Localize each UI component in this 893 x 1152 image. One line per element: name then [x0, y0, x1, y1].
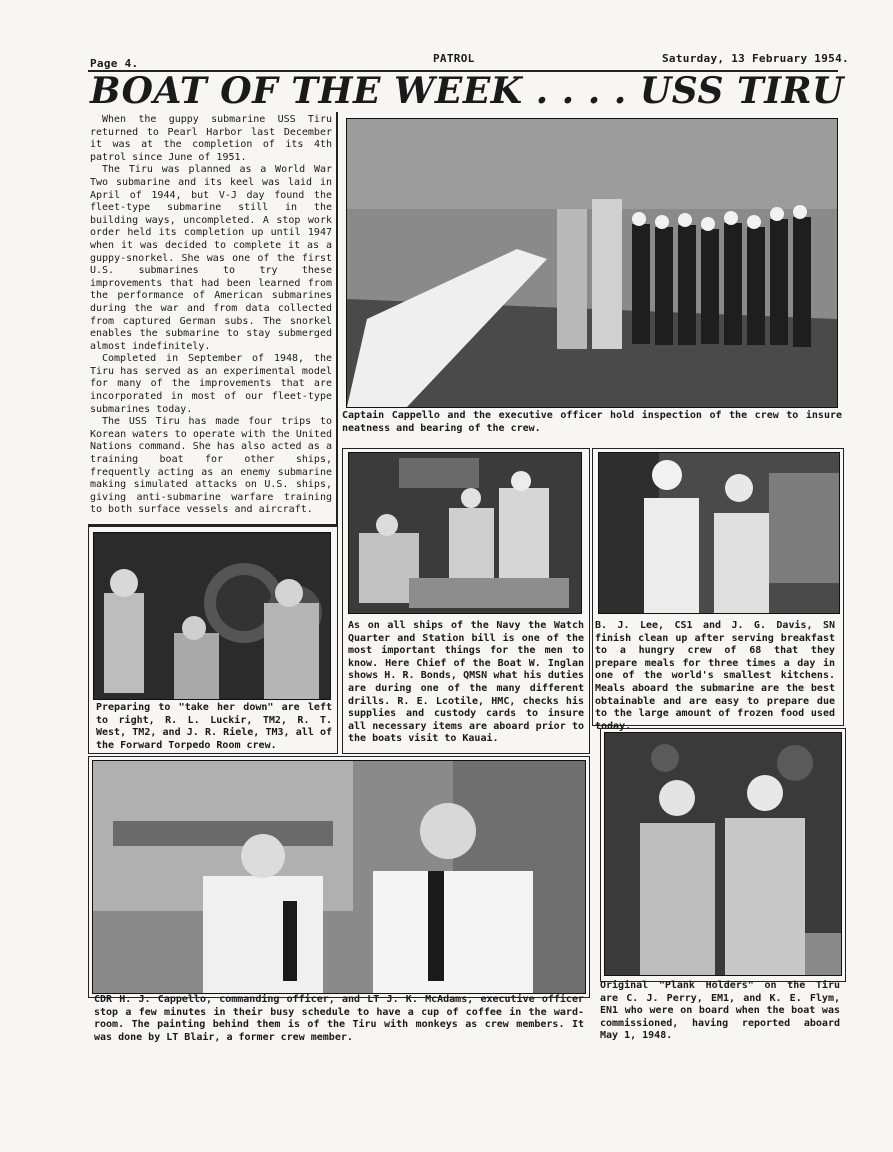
- article-paragraph: The USS Tiru has made four trips to Korean waters to operate with the United Nations command. She has also acted as a training boat for other ships, frequently acting as an enemy submarine making simulated attacks on U.S. ships, giving anti-submarine warfare training to both surface vessels and aircraft.: [90, 416, 332, 516]
- watch-caption: As on all ships of the Navy the Watch Quarter and Station bill is one of the most important things for the men to know. Here Chief of the Boat W. Inglan shows H. R. Bonds, QMSN what his duties are during one of the many different drills. R. E. Lcotile, HMC, checks his supplies and custody cards to insure all necessary items are aboard prior to the boats visit to Kauai.: [348, 620, 584, 745]
- article-paragraph: Completed in September of 1948, the Tiru has served as an experimental model for many of the improvements that are incorporated in most of our fleet-type submarines today.: [90, 353, 332, 415]
- article-paragraph: When the guppy submarine USS Tiru returned to Pearl Harbor last December it was at the completion of its 4th patrol since June of 1951.: [90, 114, 332, 163]
- newspaper-title: PATROL: [433, 52, 475, 65]
- inspection-caption: Captain Cappello and the executive officer hold inspection of the crew to insure neatness and bearing of the crew.: [342, 410, 842, 434]
- torpedo-room-photo: [93, 532, 331, 700]
- column-divider: [336, 112, 338, 524]
- kitchen-photo: [598, 452, 840, 614]
- coffee-caption: CDR H. J. Cappello, commanding officer, and LT J. K. McAdams, executive officer stop a few minutes in their busy schedule to have a cup of coffee in the ward-room. The painting behind them is of the Tiru with monkeys as crew members. It was done by LT Blair, a former crew member.: [94, 994, 584, 1043]
- plank-holders-photo: [604, 732, 842, 976]
- inspection-photo: [346, 118, 838, 408]
- wardroom-coffee-photo: [92, 760, 586, 994]
- article-paragraph: The Tiru was planned as a World War Two submarine and its keel was laid in April of 1944, but V-J day found the fleet-type submarine still in the building ways, uncompleted. A stop work order held its completion up until 1947 when it was decided to complete it as a guppy-snorkel. She was one of the first U.S. submarines to try these improvements that had been learned from the performance of American submarines during the war and from data collected from captured German subs. The snorkel enables the submarine to stay submerged almost indefinitely.: [90, 164, 332, 352]
- page-number: Page 4.: [90, 57, 139, 70]
- watch-bill-photo: [348, 452, 582, 614]
- headline: BOAT OF THE WEEK . . . . USS TIRU: [90, 70, 844, 112]
- plank-caption: Original "Plank Holders" on the Tiru are C. J. Perry, EM1, and K. E. Flym, EN1 who were on board when the boat was commissioned, having reported aboard May 1, 1948.: [600, 980, 840, 1042]
- issue-date: Saturday, 13 February 1954.: [662, 52, 849, 65]
- torpedo-caption: Preparing to "take her down" are left to right, R. L. Luckir, TM2, R. T. West, TM2, and J. R. Riele, TM3, all of the Forward Torpedo Room crew.: [96, 702, 332, 751]
- article-body: [90, 114, 332, 517]
- kitchen-caption: B. J. Lee, CS1 and J. G. Davis, SN finish clean up after serving breakfast to a hungry crew of 68 that they prepare meals for three times a day in one of the world's smallest kitchens. Meals aboard the submarine are the best obtainable and are easy to prepare due to the large amount of frozen food used today.: [595, 620, 835, 732]
